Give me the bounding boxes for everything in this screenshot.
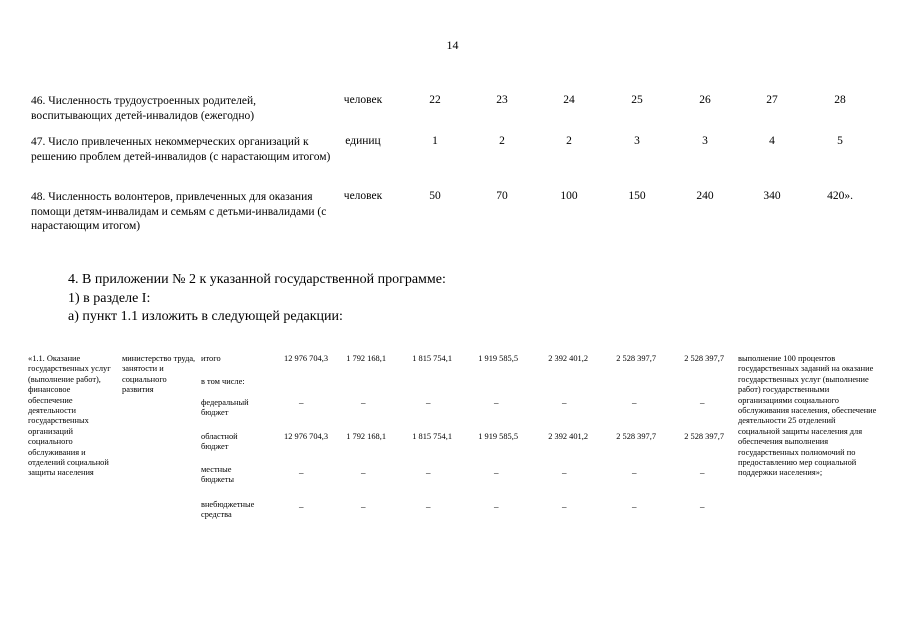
indicator-46-value: 24 bbox=[563, 94, 575, 106]
funding-value: – bbox=[700, 398, 705, 408]
indicator-46-name: 46. Численность трудоустроенных родителей, воспитывающих детей-инвалидов (ежегодно) bbox=[31, 95, 256, 122]
funding-value: – bbox=[426, 398, 431, 408]
funding-value: – bbox=[494, 468, 499, 478]
funding-value: 2 528 397,7 bbox=[616, 432, 656, 441]
funding-value: 1 815 754,1 bbox=[412, 432, 452, 441]
indicator-48-value: 50 bbox=[429, 190, 441, 202]
funding-value: – bbox=[632, 468, 637, 478]
funding-value: – bbox=[562, 502, 567, 512]
funding-value: – bbox=[299, 502, 304, 512]
funding-value: – bbox=[632, 398, 637, 408]
indicator-46-value: 28 bbox=[834, 94, 846, 106]
indicator-46-unit: человек bbox=[343, 94, 383, 106]
indicator-46-value: 26 bbox=[699, 94, 711, 106]
funding-source-label: внебюджетные средства bbox=[201, 500, 255, 520]
indicator-47-value: 4 bbox=[769, 135, 775, 147]
funding-value: – bbox=[700, 468, 705, 478]
funding-source-label: в том числе: bbox=[201, 377, 245, 386]
indicator-48-value: 70 bbox=[496, 190, 508, 202]
funding-value: – bbox=[562, 398, 567, 408]
funding-value: 1 792 168,1 bbox=[346, 354, 386, 363]
amendment-paragraph: а) пункт 1.1 изложить в следующей редакции: bbox=[68, 309, 343, 324]
funding-source-label: областной бюджет bbox=[201, 432, 238, 452]
indicator-48-value: 340 bbox=[763, 190, 781, 202]
indicator-48-value: 420». bbox=[827, 190, 853, 202]
funding-value: 1 919 585,5 bbox=[478, 354, 518, 363]
indicator-46-value: 25 bbox=[631, 94, 643, 106]
funding-value: – bbox=[494, 398, 499, 408]
funding-source-label: местные бюджеты bbox=[201, 465, 235, 485]
funding-value: 2 528 397,7 bbox=[616, 354, 656, 363]
indicator-48-value: 240 bbox=[696, 190, 714, 202]
funding-value: 1 815 754,1 bbox=[412, 354, 452, 363]
indicator-47-name: 47. Число привлеченных некоммерческих организаций к решению проблем детей-инвалидов (с нарастающим итогом) bbox=[31, 136, 331, 163]
funding-source-label: итого bbox=[201, 354, 221, 363]
indicator-47-value: 1 bbox=[432, 135, 438, 147]
funding-value: – bbox=[494, 502, 499, 512]
funding-value: – bbox=[632, 502, 637, 512]
program-executor: министерство труда, занятости и социального развития bbox=[122, 354, 196, 395]
funding-value: 2 528 397,7 bbox=[684, 354, 724, 363]
funding-value: 1 919 585,5 bbox=[478, 432, 518, 441]
funding-value: 12 976 704,3 bbox=[284, 354, 328, 363]
indicator-46-value: 22 bbox=[429, 94, 441, 106]
funding-value: – bbox=[361, 502, 366, 512]
program-item-name: «1.1. Оказание государственных услуг (выполнение работ), финансовое обеспечение деятельности государственных организаций социального обслуживания и отделений социальной защиты населения bbox=[28, 354, 111, 478]
page-number: 14 bbox=[446, 38, 459, 52]
funding-value: – bbox=[299, 468, 304, 478]
indicator-47-value: 2 bbox=[499, 135, 505, 147]
funding-value: – bbox=[361, 468, 366, 478]
indicator-48-value: 100 bbox=[560, 190, 578, 202]
funding-value: 2 528 397,7 bbox=[684, 432, 724, 441]
expected-result: выполнение 100 процентов государственных заданий на оказание государственных услуг (выполнение работ) государственными организациями социального обслуживания населения, обеспечение деятельности 25 отделений социальной защиты населения для обеспечения выполнения государственных полномочий по предоставлению мер социальной поддержки населения»; bbox=[738, 354, 877, 478]
indicator-47-unit: единиц bbox=[345, 135, 381, 147]
indicator-48-name: 48. Численность волонтеров, привлеченных для оказания помощи детям-инвалидам и семьям с детьми-инвалидами (с нарастающим итогом) bbox=[31, 191, 327, 232]
indicator-48-unit: человек bbox=[343, 190, 383, 202]
funding-value: – bbox=[700, 502, 705, 512]
indicator-47-value: 2 bbox=[566, 135, 572, 147]
indicator-47-value: 3 bbox=[702, 135, 708, 147]
funding-value: 1 792 168,1 bbox=[346, 432, 386, 441]
funding-source-label: федеральный бюджет bbox=[201, 398, 249, 418]
funding-value: – bbox=[426, 468, 431, 478]
funding-value: 2 392 401,2 bbox=[548, 354, 588, 363]
funding-value: – bbox=[299, 398, 304, 408]
indicator-46-value: 23 bbox=[496, 94, 508, 106]
funding-value: 2 392 401,2 bbox=[548, 432, 588, 441]
amendment-paragraph: 4. В приложении № 2 к указанной государственной программе: bbox=[68, 272, 446, 287]
indicator-48-value: 150 bbox=[628, 190, 646, 202]
funding-value: – bbox=[426, 502, 431, 512]
indicator-46-value: 27 bbox=[766, 94, 778, 106]
funding-value: – bbox=[562, 468, 567, 478]
funding-value: – bbox=[361, 398, 366, 408]
indicator-47-value: 5 bbox=[837, 135, 843, 147]
funding-value: 12 976 704,3 bbox=[284, 432, 328, 441]
amendment-paragraph: 1) в разделе I: bbox=[68, 291, 151, 306]
indicator-47-value: 3 bbox=[634, 135, 640, 147]
